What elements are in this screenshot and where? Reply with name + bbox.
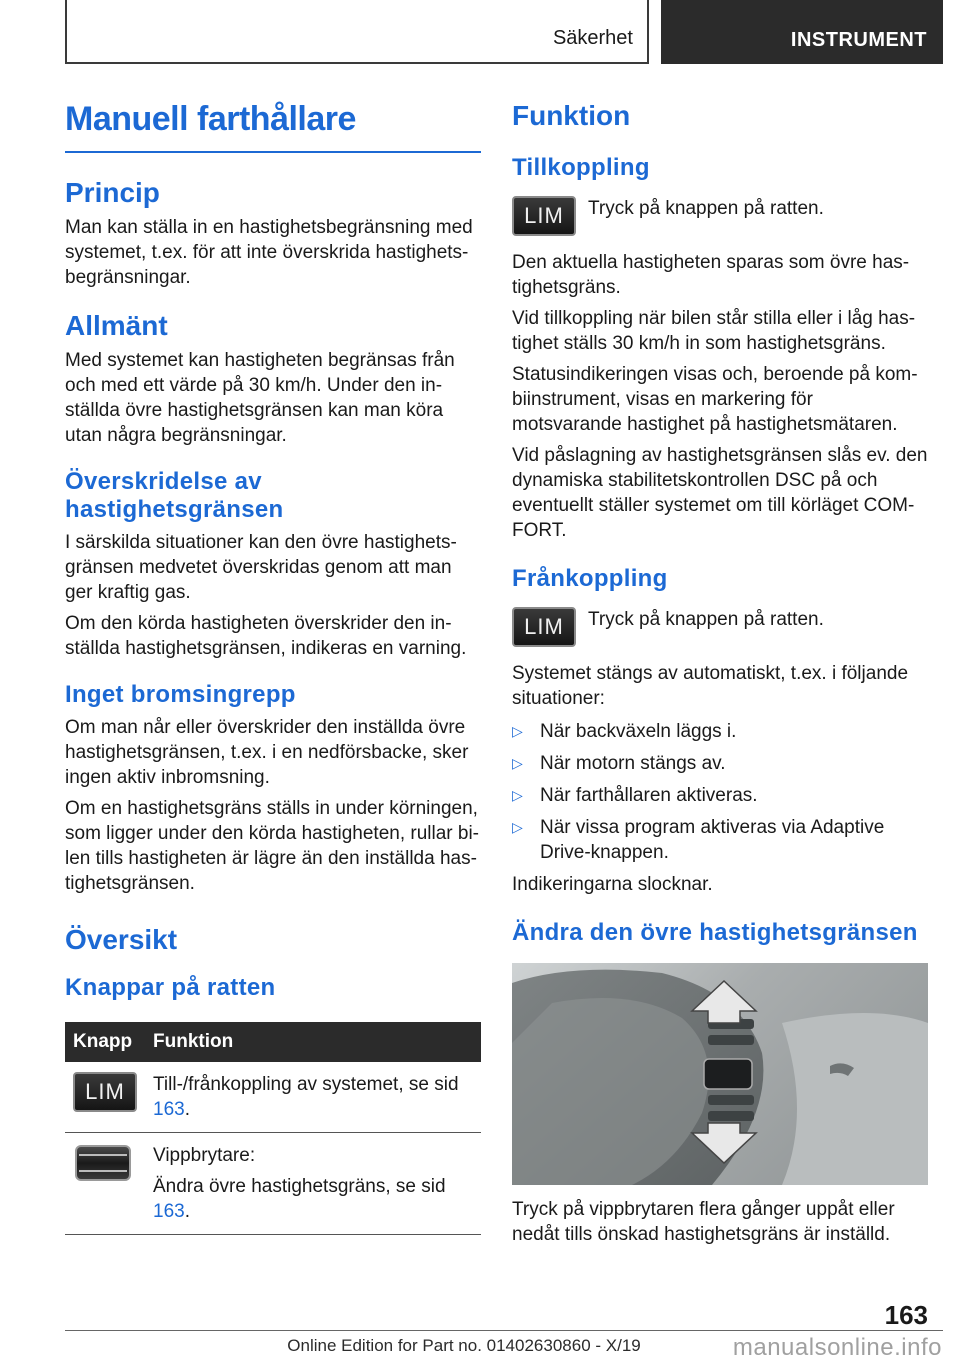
left-column xyxy=(65,100,481,1235)
frankoppling-list xyxy=(512,719,928,865)
row1-end: . xyxy=(184,1099,190,1120)
table-row xyxy=(65,1133,481,1235)
heading-allmant: Allmänt xyxy=(65,310,168,341)
page-title: Manuell farthållare xyxy=(65,100,481,153)
page-ref-link[interactable]: 163 xyxy=(153,1099,185,1120)
heading-overskridelse: Överskridelse av hastighetsgränsen xyxy=(65,468,284,523)
tillkoppling-text-2: Vid tillkoppling när bilen står stilla eller i låg has-tighet ställs 30 km/h in som hastighetsgräns. xyxy=(512,308,916,354)
rocker-switch-icon xyxy=(73,1143,133,1183)
list-item: ▷ När farthållaren aktiveras. xyxy=(512,785,758,806)
tillkoppling-text-1: Den aktuella hastigheten sparas som övre has-tighetsgräns. xyxy=(512,252,910,298)
heading-oversikt: Översikt xyxy=(65,924,178,955)
table-header-row xyxy=(65,1022,481,1062)
page-ref-link[interactable]: 163 xyxy=(153,1201,185,1222)
section-label: Säkerhet xyxy=(552,27,633,49)
tillkoppling-text-3: Statusindikeringen visas och, beroende på kom-biinstrument, visas en markering för motsvarande hastighet på hastighetsmätaren. xyxy=(512,364,918,435)
heading-funktion: Funktion xyxy=(512,100,631,131)
heading-inget-bromsingrepp: Inget bromsingrepp xyxy=(65,681,296,708)
heading-princip: Princip xyxy=(65,177,160,208)
triangle-bullet-icon: ▷ xyxy=(512,755,523,771)
inget-text-1: Om man når eller överskrider den inställda övre hastighetsgränsen, t.ex. i en nedförsbacke, sker ingen aktiv inbromsning. xyxy=(65,717,469,788)
steering-wheel-illustration xyxy=(512,963,928,1185)
steering-wheel-photo xyxy=(512,963,928,1185)
page-number: 163 xyxy=(884,1300,928,1330)
table-header-funktion: Funktion xyxy=(145,1022,481,1062)
right-column xyxy=(512,100,928,1247)
heading-frankoppling: Frånkoppling xyxy=(512,565,668,592)
tillkoppling-instruction xyxy=(512,196,928,236)
list-item: ▷ När vissa program aktiveras via Adaptive Drive-knappen. xyxy=(512,817,885,863)
triangle-bullet-icon: ▷ xyxy=(512,723,523,739)
inget-text-2: Om en hastighetsgräns ställs in under körningen, som ligger under den körda hastigheten, rullar bi-len tills hastigheten är lägre än den inställda has-tighetsgränsen. xyxy=(65,798,480,894)
header-section-tab xyxy=(65,0,649,64)
header-chapter-tab xyxy=(661,0,943,64)
table-cell-icon xyxy=(65,1062,145,1133)
lim-button-icon: LIM xyxy=(512,196,576,236)
frankoppling-instruction-text: Tryck på knappen på ratten. xyxy=(588,609,824,630)
overskridelse-text-1: I särskilda situationer kan den övre hastighets-gränsen medvetet överskridas genom att man ger kraftig gas. xyxy=(65,532,457,603)
row2-text: Ändra övre hastighetsgräns, se sid xyxy=(153,1176,446,1197)
allmant-text: Med systemet kan hastigheten begränsas från och med ett värde på 30 km/h. Under den in-ställda övre hastighetsgränsen kan man köra utan några begränsningar. xyxy=(65,350,455,446)
table-cell-function xyxy=(145,1133,481,1235)
watermark: manualsonline.info xyxy=(732,1334,942,1361)
frankoppling-text-2: Indikeringarna slocknar. xyxy=(512,874,713,895)
triangle-bullet-icon: ▷ xyxy=(512,819,523,835)
lim-button-icon: LIM xyxy=(73,1072,137,1112)
lim-button-icon: LIM xyxy=(512,607,576,647)
table-header-knapp: Knapp xyxy=(65,1022,145,1062)
overskridelse-text-2: Om den körda hastigheten överskrider den in-ställda hastighetsgränsen, indikeras en varning. xyxy=(65,613,467,659)
row2-title: Vippbrytare: xyxy=(153,1145,256,1166)
table-row xyxy=(65,1062,481,1133)
heading-andra: Ändra den övre hastighetsgränsen xyxy=(512,919,918,946)
andra-caption: Tryck på vippbrytaren flera gånger uppåt eller nedåt tills önskad hastighetsgräns är inställd. xyxy=(512,1199,895,1245)
table-cell-function xyxy=(145,1062,481,1133)
triangle-bullet-icon: ▷ xyxy=(512,787,523,803)
edition-text: Online Edition for Part no. 01402630860 - X/19 xyxy=(287,1336,641,1355)
row2-end: . xyxy=(184,1201,190,1222)
princip-text: Man kan ställa in en hastighetsbegränsning med systemet, t.ex. för att inte överskrida hastighets-begränsningar. xyxy=(65,217,473,288)
heading-knappar: Knappar på ratten xyxy=(65,974,276,1001)
frankoppling-text-1: Systemet stängs av automatiskt, t.ex. i följande situationer: xyxy=(512,663,909,709)
list-item: ▷ När backväxeln läggs i. xyxy=(512,721,737,742)
tillkoppling-text-4: Vid påslagning av hastighetsgränsen slås ev. den dynamiska stabilitetskontrollen DSC på och eventuellt ställer systemet om till körläget COM-FORT. xyxy=(512,445,928,541)
frankoppling-instruction xyxy=(512,607,928,647)
tillkoppling-instruction-text: Tryck på knappen på ratten. xyxy=(588,198,824,219)
list-item: ▷ När motorn stängs av. xyxy=(512,753,726,774)
chapter-label: INSTRUMENT xyxy=(790,29,927,51)
table-cell-icon xyxy=(65,1133,145,1235)
heading-tillkoppling: Tillkoppling xyxy=(512,154,650,181)
footer-divider xyxy=(65,1330,943,1331)
button-table xyxy=(65,1022,481,1235)
row1-text: Till-/frånkoppling av systemet, se sid xyxy=(153,1074,459,1095)
